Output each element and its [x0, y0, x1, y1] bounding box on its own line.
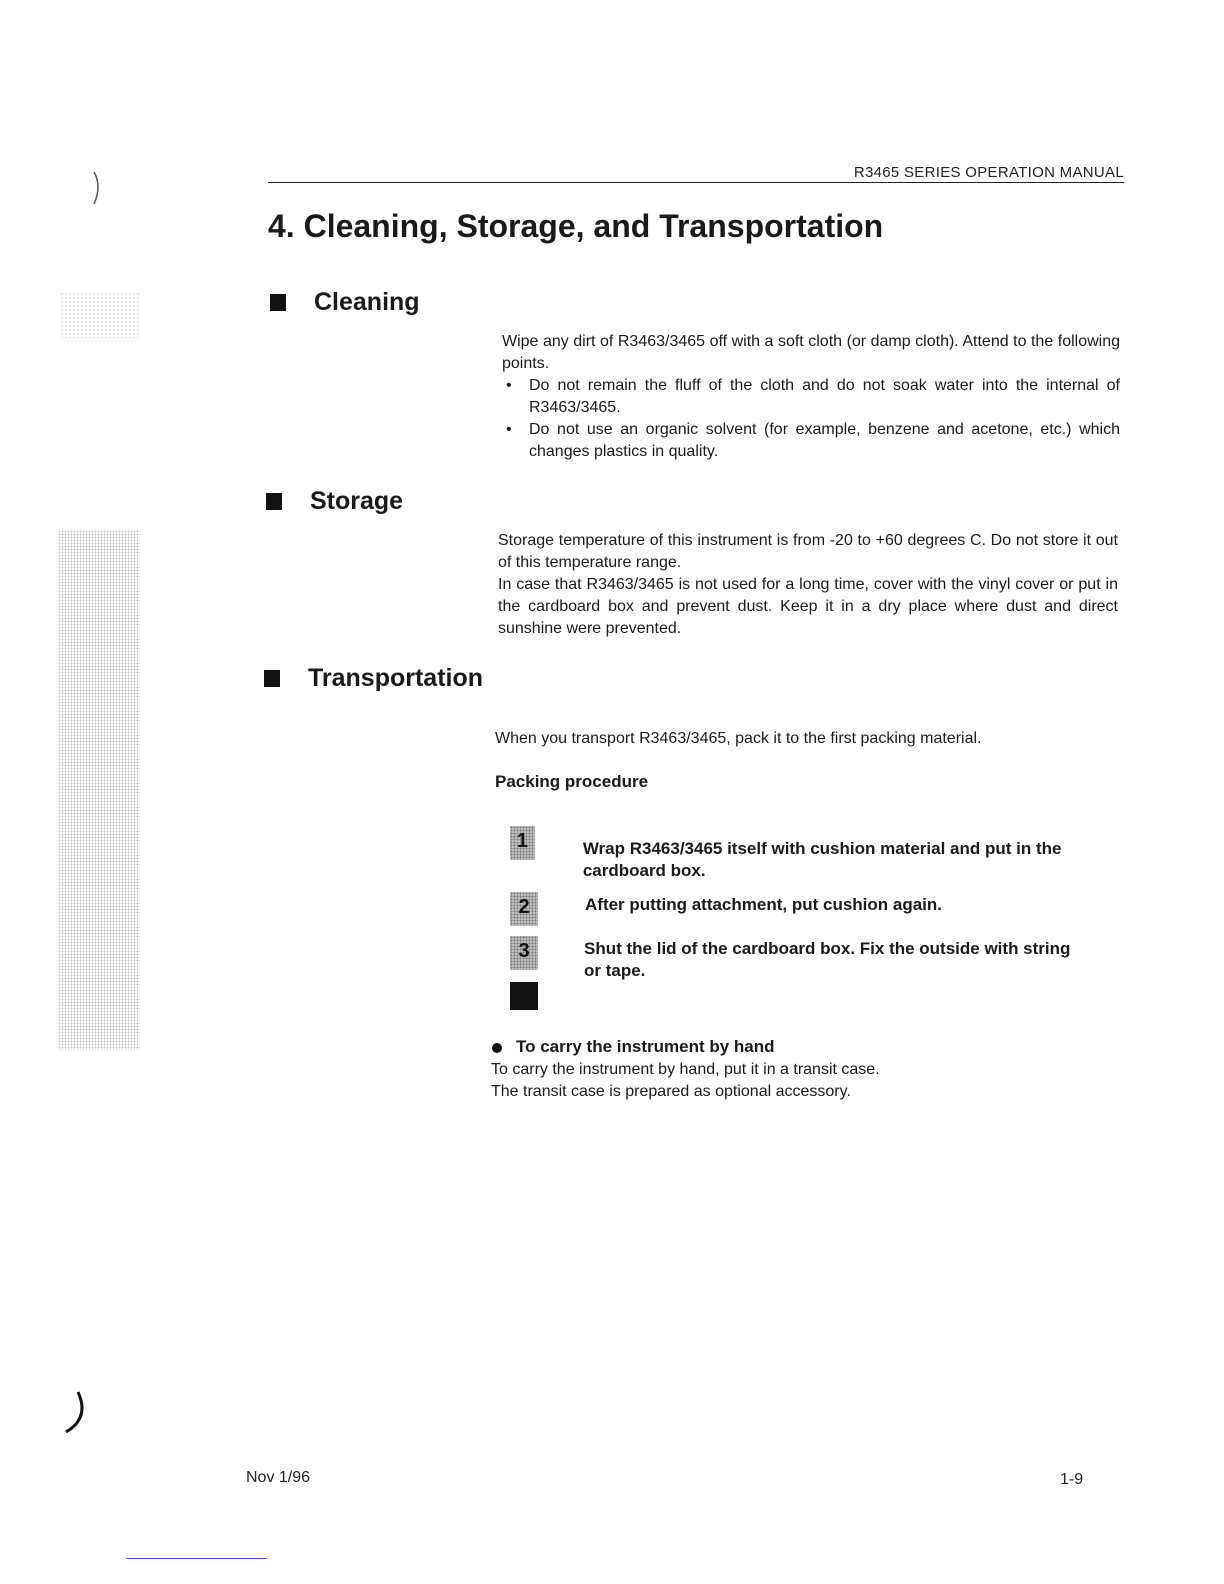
section-heading-cleaning	[270, 288, 420, 317]
step-bar-end	[510, 982, 538, 1010]
carry-heading	[492, 1037, 775, 1057]
step-text: After putting attachment, put cushion again.	[585, 895, 942, 914]
footer-date: Nov 1/96	[246, 1469, 311, 1486]
binding-hole-mark-icon	[88, 168, 108, 208]
page-number: 1-9	[1060, 1471, 1084, 1488]
list-item-text: Do not use an organic solvent (for example, benzene and acetone, etc.) which changes plastics in quality.	[529, 421, 1120, 460]
step-text: Shut the lid of the cardboard box. Fix the outside with string or tape.	[584, 939, 1071, 980]
list-item	[502, 375, 1120, 419]
bullet-dot-icon	[492, 1043, 502, 1053]
running-header: R3465 SERIES OPERATION MANUAL	[268, 164, 1124, 183]
step-text: Wrap R3463/3465 itself with cushion material and put in the cardboard box.	[582, 839, 1062, 880]
section-square-icon	[270, 294, 286, 311]
carry-line-1: To carry the instrument by hand, put it in a transit case.	[491, 1061, 880, 1078]
carry-heading-text: To carry the instrument by hand	[516, 1037, 775, 1056]
storage-para-1: Storage temperature of this instrument is from -20 to +60 degrees C. Do not store it out of this temperature range.	[498, 532, 1118, 571]
scan-artifact-margin	[58, 530, 140, 1050]
bullet-icon: •	[506, 377, 512, 394]
packing-steps	[510, 826, 1120, 980]
carry-line-2: The transit case is prepared as optional accessory.	[491, 1083, 851, 1100]
cleaning-points	[502, 375, 1120, 463]
storage-para-2: In case that R3463/3465 is not used for a long time, cover with the vinyl cover or put in the cardboard box and prevent dust. Keep it in a dry place where dust and direct sunshine were prevented.	[498, 576, 1118, 637]
cleaning-intro: Wipe any dirt of R3463/3465 off with a soft cloth (or damp cloth). Attend to the following points.	[502, 333, 1120, 372]
list-item-text: Do not remain the fluff of the cloth and do not soak water into the internal of R3463/3465.	[529, 377, 1120, 416]
step-item	[510, 936, 1120, 980]
step-number: 1	[510, 826, 535, 860]
packing-procedure-title: Packing procedure	[495, 772, 649, 791]
binding-hole-mark-icon	[60, 1390, 90, 1436]
section-heading-text: Transportation	[308, 664, 484, 692]
section-heading-storage	[266, 487, 403, 516]
transportation-intro: When you transport R3463/3465, pack it to the first packing material.	[495, 730, 982, 747]
section-heading-text: Storage	[310, 487, 404, 515]
bullet-icon: •	[506, 421, 512, 438]
step-item	[510, 826, 1120, 892]
list-item	[502, 419, 1120, 463]
section-heading-transportation	[264, 664, 483, 693]
section-square-icon	[266, 493, 282, 510]
step-number: 2	[510, 892, 538, 926]
cleaning-body	[502, 331, 1120, 463]
scan-line-artifact	[126, 1558, 267, 1559]
section-square-icon	[264, 670, 280, 687]
section-heading-text: Cleaning	[314, 288, 420, 316]
step-number: 3	[510, 936, 538, 970]
step-item	[510, 892, 1120, 936]
scan-artifact-top	[60, 292, 140, 338]
storage-body	[498, 530, 1118, 640]
chapter-title: 4. Cleaning, Storage, and Transportation	[268, 208, 884, 244]
